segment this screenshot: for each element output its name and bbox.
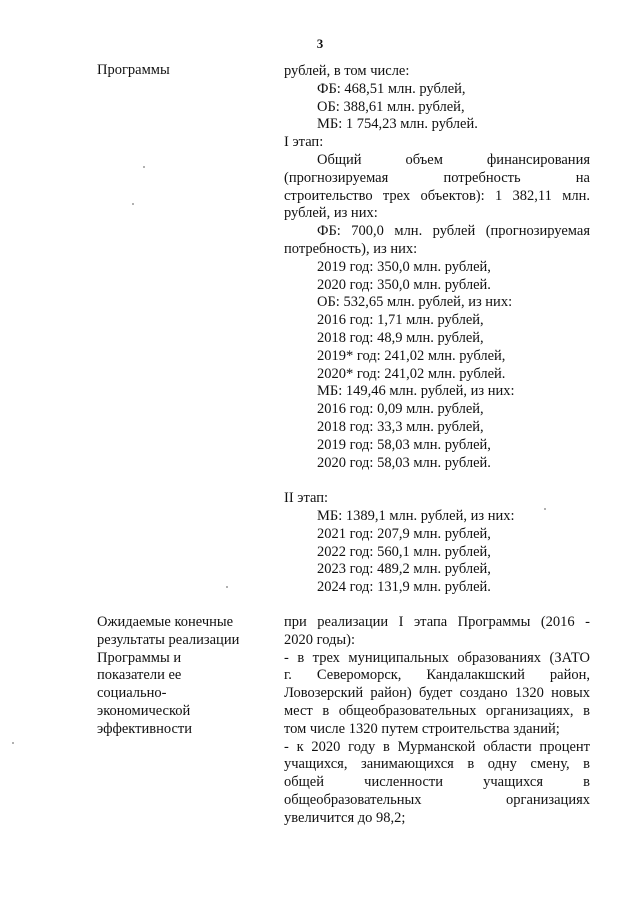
text-line: потребность), из них: bbox=[284, 240, 418, 257]
text-line: - к 2020 году в Мурманской области процент bbox=[284, 738, 590, 755]
text-line: 2019 год: 350,0 млн. рублей, bbox=[317, 258, 491, 275]
text-line: ОБ: 388,61 млн. рублей, bbox=[317, 98, 465, 115]
text-line: 2023 год: 489,2 млн. рублей, bbox=[317, 561, 491, 578]
text-line: общей численности учащихся в bbox=[284, 774, 590, 791]
text-line: рублей, из них: bbox=[284, 205, 378, 222]
scan-speck bbox=[132, 203, 134, 205]
text-line: 2019 год: 58,03 млн. рублей, bbox=[317, 436, 491, 453]
text-line: МБ: 149,46 млн. рублей, из них: bbox=[317, 383, 515, 400]
text-line: мест в общеобразовательных организациях, в bbox=[284, 702, 590, 719]
text-line: МБ: 1389,1 млн. рублей, из них: bbox=[317, 507, 515, 524]
page-number: 3 bbox=[316, 36, 324, 51]
text-line: 2018 год: 48,9 млн. рублей, bbox=[317, 329, 484, 346]
text-line: учащихся, занимающихся в одну смену, в bbox=[284, 756, 590, 773]
text-line: ФБ: 468,51 млн. рублей, bbox=[317, 80, 466, 97]
text-line: 2020 годы): bbox=[284, 631, 356, 648]
text-line: Общий объем финансирования bbox=[317, 151, 590, 168]
label-line: результаты реализации bbox=[97, 631, 240, 648]
blank-line bbox=[284, 472, 590, 490]
text-line: I этап: bbox=[284, 134, 324, 151]
text-line: ФБ: 700,0 млн. рублей (прогнозируемая bbox=[317, 223, 590, 240]
scan-speck bbox=[226, 586, 228, 588]
text-line: МБ: 1 754,23 млн. рублей. bbox=[317, 116, 478, 133]
text-line: том числе 1320 путем строительства зданий; bbox=[284, 720, 560, 737]
label-line: эффективности bbox=[97, 720, 192, 737]
text-line: при реализации I этапа Программы (2016 - bbox=[284, 614, 590, 630]
label-line: Программы и bbox=[97, 649, 182, 666]
text-line: 2020 год: 58,03 млн. рублей. bbox=[317, 454, 491, 471]
label-line: социально- bbox=[97, 685, 167, 702]
text-line: общеобразовательных организациях bbox=[284, 791, 590, 808]
text-line: 2024 год: 131,9 млн. рублей. bbox=[317, 579, 491, 596]
text-line: 2018 год: 33,3 млн. рублей, bbox=[317, 418, 484, 435]
text-line: (прогнозируемая потребность на bbox=[284, 169, 590, 186]
text-line: II этап: bbox=[284, 490, 329, 507]
text-line: 2020 год: 350,0 млн. рублей. bbox=[317, 276, 491, 293]
text-line: строительство трех объектов): 1 382,11 млн. bbox=[284, 187, 590, 204]
scan-speck bbox=[544, 508, 546, 510]
label-programs bbox=[97, 62, 267, 80]
text-line: 2020* год: 241,02 млн. рублей. bbox=[317, 365, 506, 382]
text-line: 2016 год: 1,71 млн. рублей, bbox=[317, 312, 484, 329]
text-line: 2016 год: 0,09 млн. рублей, bbox=[317, 401, 484, 418]
scan-speck bbox=[12, 742, 14, 744]
label-line: Программы bbox=[97, 62, 170, 78]
text-line: Ловозерский район) будет создано 1320 новых bbox=[284, 685, 590, 702]
text-line: рублей, в том числе: bbox=[284, 63, 410, 79]
text-line: ОБ: 532,65 млн. рублей, из них: bbox=[317, 294, 513, 311]
text-line: 2021 год: 207,9 млн. рублей, bbox=[317, 525, 491, 542]
text-line: увеличится до 98,2; bbox=[284, 809, 406, 826]
expected-results-block bbox=[284, 614, 590, 828]
label-expected-results bbox=[97, 614, 267, 739]
scan-speck bbox=[143, 166, 145, 168]
text-line: 2019* год: 241,02 млн. рублей, bbox=[317, 347, 506, 364]
text-line: г. Североморск, Кандалакшский район, bbox=[284, 667, 590, 684]
label-line: Ожидаемые конечные bbox=[97, 614, 234, 630]
text-line: 2022 год: 560,1 млн. рублей, bbox=[317, 543, 491, 560]
label-line: показатели ее bbox=[97, 667, 182, 684]
financing-block bbox=[284, 63, 590, 597]
label-line: экономической bbox=[97, 702, 191, 719]
text-line: - в трех муниципальных образованиях (ЗАТО bbox=[284, 649, 590, 666]
